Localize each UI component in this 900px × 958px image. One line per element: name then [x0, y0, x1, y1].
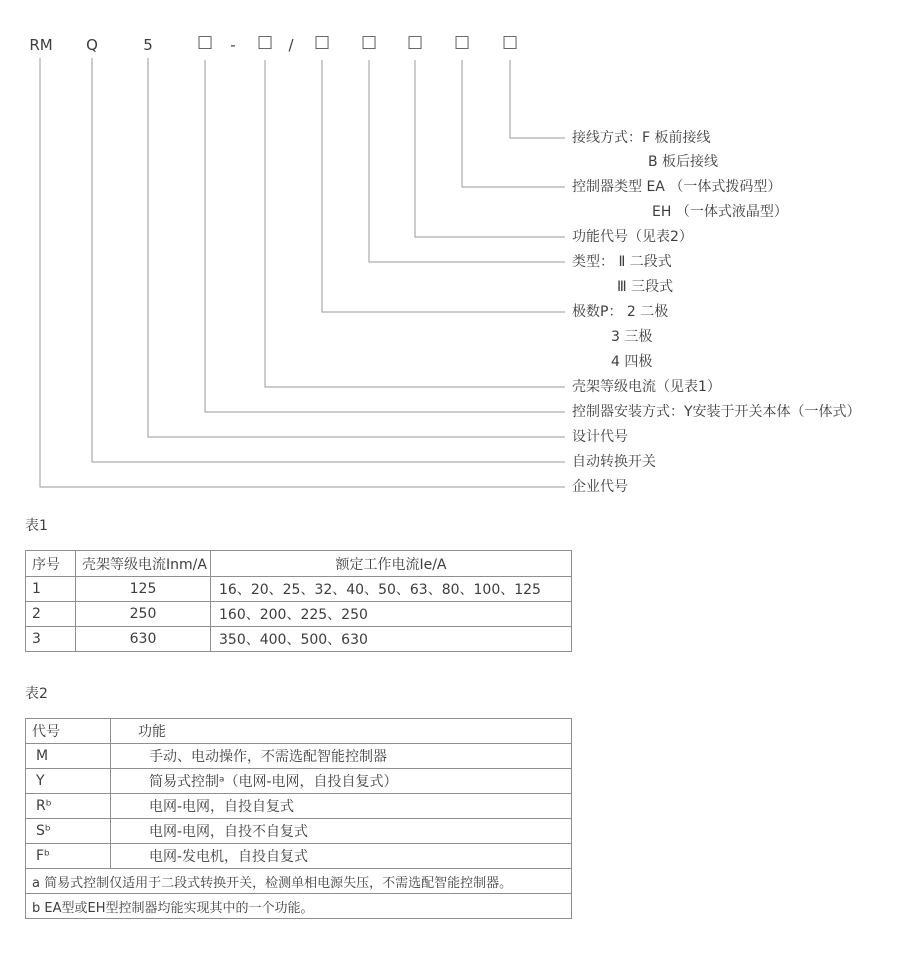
label-transfer-switch: 自动转换开关 [572, 454, 656, 470]
model-code-box-4: □ [360, 32, 378, 52]
model-code-slash: / [288, 36, 294, 54]
table2-cell-code: Y [26, 769, 111, 794]
table2-cell-code: Sᵇ [26, 819, 111, 844]
table2-header-row [26, 719, 572, 744]
label-company-code: 企业代号 [572, 479, 628, 495]
leader-controller-type [462, 60, 565, 187]
model-code-box-3: □ [313, 32, 331, 52]
label-poles-line2: 3 三极 [611, 329, 653, 345]
table-row [26, 844, 572, 869]
table-row [26, 744, 572, 769]
table1-cell-rated: 16、20、25、32、40、50、63、80、100、125 [211, 577, 572, 602]
label-controller-type-line2: EH （一体式液晶型） [652, 204, 788, 220]
table2-note-row [26, 869, 572, 894]
model-code-5: 5 [143, 36, 153, 54]
table2-cell-function: 电网-电网，自投自复式 [111, 794, 572, 819]
table2-cell-function: 手动、电动操作，不需选配智能控制器 [111, 744, 572, 769]
model-code-box-7: □ [501, 32, 519, 52]
table1-cell-frame: 630 [76, 627, 211, 652]
table-row [26, 794, 572, 819]
table1-cell-frame: 125 [76, 577, 211, 602]
table1-cell-rated: 160、200、225、250 [211, 602, 572, 627]
table1-cell-index: 1 [26, 577, 76, 602]
leader-frame-current [265, 60, 565, 387]
label-frame-current: 壳架等级电流（见表1） [572, 379, 721, 395]
table1-header-row [26, 551, 572, 577]
leader-transfer-switch [92, 58, 565, 462]
leader-company-code [40, 58, 565, 487]
leader-poles [322, 60, 565, 312]
table1-cell-index: 2 [26, 602, 76, 627]
table2-cell-code: M [26, 744, 111, 769]
label-wiring-method-line2: B 板后接线 [648, 154, 719, 170]
model-code-q: Q [86, 36, 98, 54]
table-row [26, 769, 572, 794]
label-type: 类型： Ⅱ 二段式 [572, 254, 672, 270]
table-row [26, 627, 572, 652]
table1-header-rated-current: 额定工作电流Ie/A [211, 551, 572, 577]
leader-design-code [148, 58, 565, 437]
table2-header-function: 功能 [111, 719, 572, 744]
model-code-dash: - [230, 36, 236, 54]
table2-footnote-a: a 简易式控制仅适用于二段式转换开关，检测单相电源失压，不需选配智能控制器。 [26, 869, 572, 894]
model-code-box-6: □ [453, 32, 471, 52]
model-code-box-5: □ [406, 32, 424, 52]
table2-cell-code: Rᵇ [26, 794, 111, 819]
table2-function-codes [25, 718, 572, 919]
label-controller-type: 控制器类型 EA （一体式拨码型） [572, 179, 782, 195]
table2-cell-function: 电网-发电机，自投自复式 [111, 844, 572, 869]
table2-header-code: 代号 [26, 719, 111, 744]
label-poles-line3: 4 四极 [611, 354, 653, 370]
model-code-rm: RM [29, 36, 53, 54]
table2-cell-code: Fᵇ [26, 844, 111, 869]
label-type-line2: Ⅲ 三段式 [617, 279, 674, 295]
label-function-code: 功能代号（见表2） [572, 229, 693, 245]
table1-frame-current [25, 550, 572, 652]
leader-controller-mounting [205, 60, 565, 412]
table2-cell-function: 简易式控制ᵃ（电网-电网，自投自复式） [111, 769, 572, 794]
table-row [26, 577, 572, 602]
leader-wiring-method [510, 60, 565, 138]
table1-header-frame-current: 壳架等级电流Inm/A [76, 551, 211, 577]
table2-footnote-b: b EA型或EH型控制器均能实现其中的一个功能。 [26, 894, 572, 919]
table2-cell-function: 电网-电网，自投不自复式 [111, 819, 572, 844]
model-code-box-2: □ [256, 32, 274, 52]
label-controller-mounting: 控制器安装方式：Y安装于开关本体（一体式） [572, 404, 861, 420]
label-poles: 极数P： 2 二极 [572, 304, 669, 320]
table1-cell-rated: 350、400、500、630 [211, 627, 572, 652]
table2-note-row [26, 894, 572, 919]
table1-cell-index: 3 [26, 627, 76, 652]
table1-header-index: 序号 [26, 551, 76, 577]
table2-caption: 表2 [25, 686, 48, 702]
table1-caption: 表1 [25, 518, 48, 534]
leader-type [369, 60, 565, 262]
model-code-box-1: □ [196, 32, 214, 52]
table1-cell-frame: 250 [76, 602, 211, 627]
label-design-code: 设计代号 [572, 429, 628, 445]
leader-function-code [415, 60, 565, 237]
label-wiring-method: 接线方式：F 板前接线 [572, 130, 711, 146]
table-row [26, 819, 572, 844]
table-row [26, 602, 572, 627]
